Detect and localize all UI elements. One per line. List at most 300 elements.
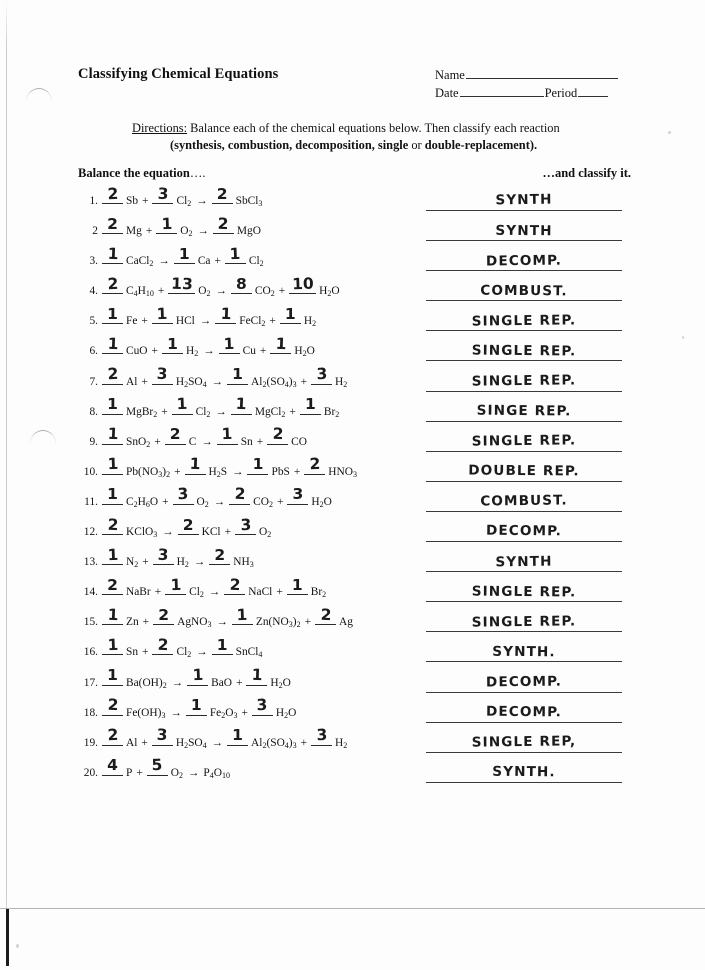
chemical-formula: SnCl$_4$	[235, 646, 263, 660]
coefficient-blank[interactable]	[102, 756, 123, 776]
plus-sign: +	[304, 616, 311, 629]
reaction-arrow-icon: →	[197, 225, 208, 238]
equation-number: 13.	[83, 556, 98, 569]
chemical-formula: $O_2$	[180, 225, 193, 239]
left-column-caption-ellipsis: ….	[189, 166, 206, 180]
handwritten-classification: SYNTH	[495, 222, 553, 239]
coefficient-blank[interactable]	[152, 184, 173, 204]
coefficient-blank[interactable]	[102, 395, 123, 415]
handwritten-classification: DECOMP.	[485, 252, 563, 270]
classification-answer-blank[interactable]	[426, 369, 622, 392]
equation-expression	[78, 756, 408, 780]
handwritten-classification: SYNTH.	[492, 643, 556, 661]
chemical-formula: $Cl_2$	[176, 195, 192, 208]
coefficient-blank[interactable]	[102, 515, 123, 535]
coefficient-blank[interactable]	[102, 605, 123, 625]
coefficient-blank[interactable]	[215, 304, 236, 324]
equation-expression	[78, 695, 408, 720]
equation-terms	[101, 725, 348, 750]
coefficient-blank[interactable]	[102, 666, 123, 686]
directions-categories-part1: (synthesis, combustion, decomposition, single	[170, 138, 409, 152]
equation-row	[78, 244, 645, 280]
equation-expression	[78, 184, 408, 208]
chemical-formula: $N_2$	[126, 556, 139, 570]
coefficient-blank[interactable]	[212, 635, 233, 655]
chemical-formula: CO	[291, 435, 307, 448]
handwritten-coefficient: 1	[106, 635, 119, 655]
worksheet-header	[78, 66, 631, 103]
handwritten-coefficient: 3	[315, 725, 328, 745]
classification-answer-blank[interactable]	[426, 218, 622, 241]
coefficient-blank[interactable]	[311, 364, 332, 385]
coefficient-blank[interactable]	[235, 515, 256, 535]
coefficient-blank[interactable]	[147, 756, 168, 776]
reaction-arrow-icon: →	[170, 706, 181, 719]
handwritten-coefficient: 2	[214, 545, 226, 564]
coefficient-blank[interactable]	[174, 244, 195, 264]
coefficient-blank[interactable]	[102, 184, 123, 204]
chemical-formula: $H_2O$	[275, 706, 297, 720]
coefficient-blank[interactable]	[225, 244, 246, 264]
directions-label: Directions:	[132, 121, 188, 135]
chemical-formula: MgBr$_2$	[126, 405, 158, 419]
equation-number: 12.	[83, 526, 98, 539]
handwritten-coefficient: 1	[176, 394, 188, 414]
period-input-blank[interactable]	[578, 85, 608, 97]
handwritten-coefficient: 5	[151, 756, 163, 775]
equation-expression	[78, 334, 408, 359]
chemical-formula: $O_2$	[259, 526, 272, 540]
handwritten-coefficient: 3	[157, 545, 169, 564]
coefficient-blank[interactable]	[173, 485, 194, 505]
equation-number: 3.	[89, 255, 98, 268]
page-title: Classifying Chemical Equations	[78, 66, 279, 82]
handwritten-coefficient: 10	[291, 274, 314, 294]
equation-expression	[78, 515, 408, 540]
handwritten-coefficient: 3	[256, 695, 269, 715]
classification-answer-blank[interactable]	[426, 188, 622, 211]
handwritten-classification: SINGLE REP,	[471, 733, 577, 751]
equation-row	[78, 485, 645, 521]
coefficient-blank[interactable]	[224, 575, 245, 595]
chemical-formula: Ca	[197, 255, 211, 268]
coefficient-blank[interactable]	[102, 575, 123, 595]
handwritten-coefficient: 2	[229, 575, 241, 594]
reaction-arrow-icon: →	[211, 375, 223, 388]
classification-answer-blank[interactable]	[426, 489, 622, 512]
plus-sign: +	[141, 736, 148, 749]
coefficient-blank[interactable]	[172, 394, 193, 415]
coefficient-blank[interactable]	[152, 364, 173, 385]
equation-expression	[78, 485, 408, 509]
coefficient-blank[interactable]	[102, 244, 123, 264]
classification-answer-blank[interactable]	[426, 248, 622, 271]
plus-sign: +	[269, 315, 276, 328]
chemical-formula: PbS	[271, 465, 290, 478]
handwritten-coefficient: 2	[182, 515, 194, 534]
equation-terms	[101, 244, 265, 269]
classification-answer-blank[interactable]	[426, 429, 622, 452]
classification-answer-blank[interactable]	[426, 278, 622, 301]
chemical-formula: Zn	[126, 616, 139, 629]
equation-terms	[101, 184, 263, 208]
equation-terms	[101, 545, 255, 570]
coefficient-blank[interactable]	[217, 425, 238, 445]
reaction-arrow-icon: →	[196, 646, 207, 659]
coefficient-blank[interactable]	[152, 725, 173, 746]
chemical-formula: Sb	[126, 195, 139, 207]
coefficient-blank[interactable]	[231, 274, 252, 294]
handwritten-classification: DECOMP.	[485, 523, 563, 540]
handwritten-coefficient: 1	[191, 665, 204, 685]
coefficient-blank[interactable]	[213, 214, 234, 234]
coefficient-blank[interactable]	[300, 395, 321, 415]
directions-categories	[132, 137, 631, 154]
chemical-formula: Sn	[126, 646, 139, 659]
equation-expression	[78, 635, 408, 660]
equation-row	[78, 304, 645, 340]
chemical-formula: KCl	[201, 526, 221, 539]
coefficient-blank[interactable]	[165, 425, 186, 445]
plus-sign: +	[154, 435, 161, 448]
equation-number: 20.	[83, 766, 98, 779]
coefficient-blank[interactable]	[227, 726, 248, 746]
chemical-formula: CaCl$_2$	[126, 255, 154, 269]
coefficient-blank[interactable]	[152, 304, 173, 324]
handwritten-coefficient: 1	[221, 425, 233, 444]
plus-sign: +	[256, 435, 264, 448]
chemical-formula: $Zn(NO_3)_2$	[255, 616, 301, 630]
plus-sign: +	[161, 405, 168, 418]
classification-answer-blank[interactable]	[426, 670, 622, 693]
handwritten-coefficient: 2	[319, 605, 332, 625]
handwritten-coefficient: 1	[275, 334, 287, 354]
chemical-formula: MgCl$_2$	[254, 405, 286, 419]
name-label: Name	[435, 68, 465, 82]
coefficient-blank[interactable]	[102, 274, 123, 294]
chemical-formula: $O_2$	[198, 285, 211, 299]
chemical-formula: Fe	[126, 315, 138, 328]
equation-row	[78, 545, 645, 581]
date-label: Date	[435, 86, 459, 100]
name-input-blank[interactable]	[466, 67, 618, 79]
period-label: Period	[544, 86, 578, 100]
handwritten-coefficient: 2	[106, 515, 119, 534]
plus-sign: +	[276, 586, 283, 599]
handwritten-coefficient: 8	[236, 274, 247, 293]
classification-answer-blank[interactable]	[426, 700, 622, 723]
coefficient-blank[interactable]	[280, 304, 301, 324]
handwritten-classification: SYNTH	[495, 192, 553, 209]
handwritten-coefficient: 1	[229, 244, 242, 263]
chemical-formula: $Al_2(SO_4)_3$	[251, 375, 297, 389]
handwritten-coefficient: 2	[106, 725, 119, 745]
reaction-arrow-icon: →	[201, 435, 212, 448]
coefficient-blank[interactable]	[219, 334, 240, 354]
classification-answer-blank[interactable]	[426, 730, 622, 753]
reaction-arrow-icon: →	[158, 255, 169, 268]
equation-terms	[101, 665, 292, 690]
chemical-formula: $O_2$	[196, 495, 209, 509]
coefficient-blank[interactable]	[212, 184, 233, 204]
chemical-formula: $H_2SO_4$	[175, 736, 207, 750]
equation-terms	[101, 425, 308, 449]
equation-expression	[78, 545, 408, 570]
plus-sign: +	[174, 465, 181, 478]
handwritten-coefficient: 1	[189, 455, 201, 474]
coefficient-blank[interactable]	[102, 455, 123, 475]
plus-sign: +	[154, 586, 162, 599]
chemical-formula: $Al_2(SO_4)_3$	[251, 736, 297, 750]
chemical-formula: FeCl$_2$	[239, 315, 266, 329]
coefficient-blank[interactable]	[162, 334, 183, 354]
plus-sign: +	[157, 285, 165, 298]
equation-expression	[78, 605, 408, 630]
handwritten-coefficient: 1	[232, 726, 243, 745]
coefficient-blank[interactable]	[287, 575, 308, 595]
chemical-formula: SnO$_2$	[126, 435, 151, 449]
equation-number: 10.	[83, 465, 98, 478]
equation-expression	[78, 575, 408, 600]
equation-expression	[78, 394, 408, 419]
chemical-formula: $H_2$	[335, 736, 348, 750]
coefficient-blank[interactable]	[267, 425, 288, 445]
coefficient-blank[interactable]	[289, 274, 316, 294]
coefficient-blank[interactable]	[287, 485, 308, 505]
plus-sign: +	[278, 285, 286, 298]
coefficient-blank[interactable]	[270, 334, 291, 354]
handwritten-coefficient: 2	[106, 274, 119, 293]
equation-number: 7.	[89, 375, 98, 388]
handwritten-coefficient: 2	[106, 364, 119, 384]
handwritten-coefficient: 1	[106, 244, 119, 263]
handwritten-coefficient: 1	[251, 665, 263, 685]
equation-number: 19.	[83, 736, 98, 749]
coefficient-blank[interactable]	[247, 455, 268, 475]
classification-answer-blank[interactable]	[426, 579, 622, 602]
coefficient-blank[interactable]	[102, 304, 123, 324]
page-bottom-band	[6, 909, 705, 966]
coefficient-blank[interactable]	[153, 605, 174, 625]
plus-sign: +	[141, 315, 148, 328]
chemical-formula: $Pb(NO_3)_2$	[126, 465, 171, 479]
chemical-formula: SbCl$_3$	[235, 195, 263, 208]
coefficient-blank[interactable]	[165, 575, 186, 595]
equation-terms	[101, 214, 262, 239]
handwritten-coefficient: 2	[106, 184, 119, 203]
handwritten-classification: SINGLE REP.	[471, 372, 577, 390]
equation-row	[78, 364, 645, 401]
chemical-formula: $H_2$	[185, 345, 199, 359]
handwritten-classification: COMBUST.	[480, 282, 568, 300]
coefficient-blank[interactable]	[102, 425, 123, 445]
chemical-formula: $Fe_2O_3$	[209, 706, 238, 720]
chemical-formula: BaO	[211, 676, 232, 689]
classification-answer-blank[interactable]	[426, 308, 622, 331]
handwritten-coefficient: 2	[158, 605, 169, 624]
chemical-formula: $H_2$	[176, 556, 189, 570]
plus-sign: +	[142, 195, 149, 207]
coefficient-blank[interactable]	[252, 695, 273, 716]
chemical-formula: $Cl_2$	[195, 405, 211, 419]
coefficient-blank[interactable]	[246, 665, 267, 686]
coefficient-blank[interactable]	[102, 364, 123, 385]
equation-terms	[101, 756, 231, 780]
coefficient-blank[interactable]	[168, 274, 195, 294]
handwritten-coefficient: 3	[157, 184, 169, 203]
equation-expression	[78, 274, 408, 299]
coefficient-blank[interactable]	[227, 365, 248, 385]
handwritten-coefficient: 1	[169, 575, 182, 594]
chemical-formula: $O_2$	[170, 766, 184, 780]
reaction-arrow-icon: →	[162, 526, 173, 539]
equation-number: 17.	[83, 676, 98, 689]
reaction-arrow-icon: →	[203, 345, 214, 358]
handwritten-coefficient: 2	[216, 184, 228, 203]
handwritten-classification: SINGE REP.	[476, 402, 572, 420]
chemical-formula: $Cl_2$	[176, 646, 192, 660]
coefficient-blank[interactable]	[102, 214, 123, 234]
chemical-formula: $Br_2$	[310, 586, 327, 600]
handwritten-coefficient: 1	[167, 334, 178, 353]
handwritten-coefficient: 1	[107, 485, 118, 504]
equation-expression	[78, 425, 408, 449]
equation-terms	[101, 695, 297, 720]
handwritten-coefficient: 1	[236, 605, 249, 625]
coefficient-blank[interactable]	[102, 485, 123, 505]
equation-expression	[78, 364, 408, 389]
equation-row	[78, 756, 645, 792]
classification-answer-blank[interactable]	[426, 639, 622, 662]
equation-number: 14.	[83, 586, 98, 599]
coefficient-blank[interactable]	[315, 605, 336, 625]
directions-categories-or: or	[408, 138, 425, 152]
chemical-formula: C	[188, 435, 197, 448]
chemical-formula: Cu	[242, 345, 256, 358]
classification-answer-blank[interactable]	[426, 549, 622, 572]
chemical-formula: Al	[126, 736, 138, 749]
chemical-formula: AgNO$_3$	[177, 616, 212, 630]
handwritten-classification: SYNTH	[495, 553, 553, 570]
coefficient-blank[interactable]	[311, 725, 332, 746]
handwritten-classification: DECOMP.	[485, 703, 563, 721]
handwritten-coefficient: 2	[217, 214, 230, 233]
chemical-formula: $HNO_3$	[328, 465, 357, 479]
handwritten-coefficient: 2	[157, 635, 169, 655]
chemical-formula: HCl	[175, 315, 195, 328]
plus-sign: +	[142, 556, 149, 569]
coefficient-blank[interactable]	[156, 214, 177, 234]
plus-sign: +	[162, 495, 169, 508]
equation-number: 15.	[83, 616, 98, 629]
plus-sign: +	[142, 616, 150, 629]
coefficient-blank[interactable]	[185, 455, 206, 475]
coefficient-blank[interactable]	[186, 696, 207, 716]
handwritten-coefficient: 3	[292, 485, 304, 504]
coefficient-blank[interactable]	[231, 394, 252, 415]
classification-answer-blank[interactable]	[426, 399, 622, 422]
handwritten-coefficient: 1	[178, 244, 190, 263]
equation-number: 9.	[89, 435, 98, 448]
classification-answer-blank[interactable]	[426, 338, 622, 361]
handwritten-coefficient: 1	[106, 545, 119, 564]
coefficient-blank[interactable]	[152, 635, 173, 655]
handwritten-coefficient: 2	[107, 575, 118, 594]
equation-terms	[101, 605, 354, 630]
handwritten-coefficient: 3	[156, 725, 169, 745]
scan-artifact-speck-low	[682, 336, 684, 339]
plus-sign: +	[293, 465, 301, 478]
equation-row	[78, 214, 645, 250]
classification-answer-blank[interactable]	[426, 459, 622, 482]
equation-number: 2	[92, 225, 98, 238]
coefficient-blank[interactable]	[232, 605, 253, 625]
coefficient-blank[interactable]	[187, 665, 208, 686]
chemical-formula: $CO_2$	[253, 495, 273, 509]
equation-expression	[78, 665, 408, 690]
reaction-arrow-icon: →	[193, 556, 205, 569]
reaction-arrow-icon: →	[211, 736, 223, 749]
coefficient-blank[interactable]	[178, 515, 199, 535]
coefficient-blank[interactable]	[209, 545, 230, 565]
chemical-formula: $Fe(OH)_3$	[126, 706, 166, 720]
plus-sign: +	[300, 375, 308, 388]
handwritten-classification: SINGLE REP.	[471, 583, 577, 601]
classification-answer-blank[interactable]	[426, 519, 622, 542]
coefficient-blank[interactable]	[229, 485, 250, 505]
handwritten-coefficient: 1	[106, 605, 119, 625]
chemical-formula: Sn	[240, 435, 253, 448]
equation-number: 5.	[89, 315, 98, 328]
handwritten-classification: SINGLE REP.	[471, 613, 577, 631]
handwritten-coefficient: 3	[239, 515, 252, 534]
equation-row	[78, 394, 645, 431]
coefficient-blank[interactable]	[102, 725, 123, 746]
right-column-caption: …and classify it.	[542, 166, 631, 180]
chemical-formula: $P_4O_{10}$	[203, 766, 230, 780]
handwritten-classification: SINGLE REP.	[471, 312, 577, 330]
coefficient-blank[interactable]	[304, 455, 325, 475]
plus-sign: +	[141, 375, 148, 388]
date-input-blank[interactable]	[460, 85, 544, 97]
coefficient-blank[interactable]	[102, 334, 123, 354]
handwritten-coefficient: 1	[235, 394, 248, 414]
coefficient-blank[interactable]	[102, 545, 123, 565]
chemical-formula: MgO	[236, 225, 261, 238]
handwritten-coefficient: 2	[271, 425, 284, 444]
classification-answer-blank[interactable]	[426, 760, 622, 783]
reaction-arrow-icon: →	[196, 195, 207, 207]
chemical-formula: NaCl	[248, 586, 273, 599]
handwritten-coefficient: 2	[107, 214, 118, 233]
chemical-formula: $H_2$	[303, 315, 317, 329]
reaction-arrow-icon: →	[232, 465, 243, 478]
handwritten-coefficient: 1	[160, 214, 173, 233]
chemical-formula: $Ba(OH)_2$	[126, 676, 167, 690]
classification-answer-blank[interactable]	[426, 609, 622, 632]
coefficient-blank[interactable]	[102, 695, 123, 716]
coefficient-blank[interactable]	[102, 635, 123, 655]
left-column-caption-text: Balance the equation	[78, 166, 190, 180]
equation-expression	[78, 214, 408, 239]
chemical-formula: $H_2O$	[294, 345, 315, 359]
coefficient-blank[interactable]	[153, 545, 174, 565]
equation-number: 8.	[89, 405, 98, 418]
handwritten-classification: SYNTH.	[492, 763, 556, 781]
chemical-formula: $C_4H_{10}$	[126, 285, 154, 299]
chemical-formula: NaBr	[126, 586, 151, 599]
equation-row	[78, 425, 645, 461]
